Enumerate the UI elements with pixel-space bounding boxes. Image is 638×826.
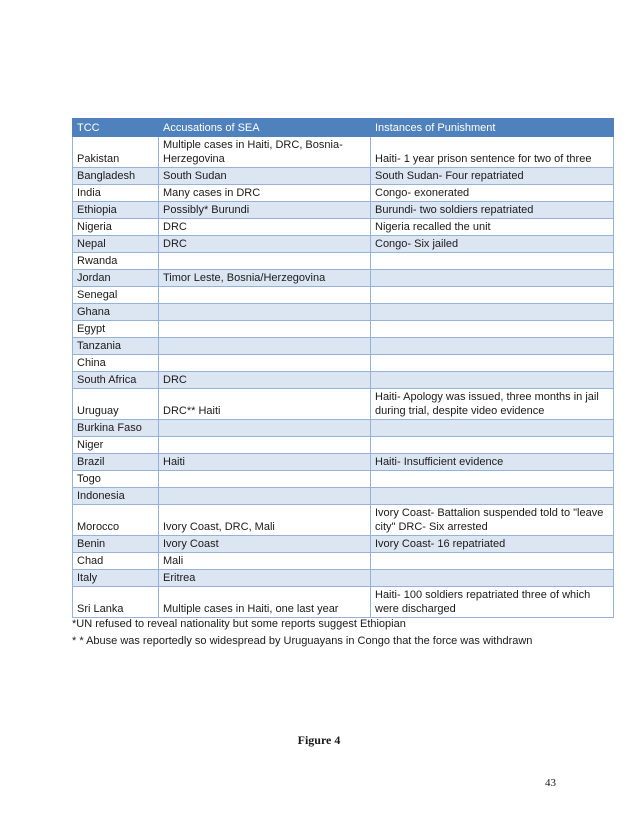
- cell-punishment: Haiti- 1 year prison sentence for two of three: [371, 137, 614, 168]
- cell-accusations: DRC: [159, 372, 371, 389]
- table-row: [73, 437, 614, 454]
- cell-tcc: Egypt: [73, 321, 159, 338]
- table-row: [73, 168, 614, 185]
- cell-punishment: [371, 372, 614, 389]
- cell-tcc: Uruguay: [73, 389, 159, 420]
- cell-accusations: Possibly* Burundi: [159, 202, 371, 219]
- table-row: [73, 137, 614, 168]
- cell-accusations: Multiple cases in Haiti, DRC, Bosnia-Herzegovina: [159, 137, 371, 168]
- cell-tcc: Benin: [73, 536, 159, 553]
- table-row: [73, 321, 614, 338]
- cell-accusations: Timor Leste, Bosnia/Herzegovina: [159, 270, 371, 287]
- cell-accusations: South Sudan: [159, 168, 371, 185]
- cell-punishment: Burundi- two soldiers repatriated: [371, 202, 614, 219]
- footnote-ethiopia: *UN refused to reveal nationality but some reports suggest Ethiopian: [72, 618, 406, 630]
- sea-punishment-table: [72, 118, 614, 618]
- table-row: [73, 420, 614, 437]
- cell-accusations: [159, 321, 371, 338]
- table-row: [73, 287, 614, 304]
- cell-tcc: Niger: [73, 437, 159, 454]
- table-row: [73, 505, 614, 536]
- cell-accusations: Many cases in DRC: [159, 185, 371, 202]
- cell-punishment: [371, 488, 614, 505]
- cell-tcc: Togo: [73, 471, 159, 488]
- footnote-uruguay: * * Abuse was reportedly so widespread by Uruguayans in Congo that the force was withdrawn: [72, 635, 533, 647]
- header-tcc: TCC: [73, 119, 159, 137]
- cell-tcc: Morocco: [73, 505, 159, 536]
- cell-tcc: Ghana: [73, 304, 159, 321]
- table-row: [73, 570, 614, 587]
- cell-tcc: Senegal: [73, 287, 159, 304]
- cell-punishment: [371, 570, 614, 587]
- table-row: [73, 202, 614, 219]
- cell-tcc: South Africa: [73, 372, 159, 389]
- table-row: [73, 304, 614, 321]
- cell-punishment: [371, 437, 614, 454]
- cell-accusations: Eritrea: [159, 570, 371, 587]
- cell-tcc: Nigeria: [73, 219, 159, 236]
- cell-accusations: Multiple cases in Haiti, one last year: [159, 587, 371, 618]
- cell-punishment: [371, 553, 614, 570]
- cell-tcc: Pakistan: [73, 137, 159, 168]
- cell-punishment: Congo- Six jailed: [371, 236, 614, 253]
- cell-accusations: [159, 253, 371, 270]
- cell-punishment: [371, 304, 614, 321]
- header-punishment: Instances of Punishment: [371, 119, 614, 137]
- table-body: [73, 137, 614, 618]
- cell-punishment: Ivory Coast- 16 repatriated: [371, 536, 614, 553]
- header-accusations: Accusations of SEA: [159, 119, 371, 137]
- cell-punishment: [371, 321, 614, 338]
- figure-caption: Figure 4: [297, 733, 341, 747]
- table-row: [73, 338, 614, 355]
- cell-punishment: Nigeria recalled the unit: [371, 219, 614, 236]
- cell-tcc: Chad: [73, 553, 159, 570]
- table-row: [73, 253, 614, 270]
- cell-accusations: [159, 437, 371, 454]
- cell-accusations: [159, 287, 371, 304]
- header-row: [73, 119, 614, 137]
- cell-tcc: Italy: [73, 570, 159, 587]
- footnotes: [72, 616, 612, 650]
- cell-punishment: [371, 338, 614, 355]
- cell-punishment: [371, 355, 614, 372]
- table-row: [73, 454, 614, 471]
- table-row: [73, 587, 614, 618]
- cell-punishment: Haiti- 100 soldiers repatriated three of which were discharged: [371, 587, 614, 618]
- table-row: [73, 372, 614, 389]
- cell-punishment: [371, 287, 614, 304]
- cell-accusations: [159, 338, 371, 355]
- cell-accusations: Ivory Coast, DRC, Mali: [159, 505, 371, 536]
- cell-tcc: Indonesia: [73, 488, 159, 505]
- cell-accusations: Ivory Coast: [159, 536, 371, 553]
- cell-punishment: [371, 420, 614, 437]
- cell-tcc: China: [73, 355, 159, 372]
- cell-accusations: DRC** Haiti: [159, 389, 371, 420]
- cell-punishment: Ivory Coast- Battalion suspended told to "leave city" DRC- Six arrested: [371, 505, 614, 536]
- cell-punishment: Haiti- Insufficient evidence: [371, 454, 614, 471]
- cell-tcc: India: [73, 185, 159, 202]
- cell-tcc: Rwanda: [73, 253, 159, 270]
- cell-tcc: Jordan: [73, 270, 159, 287]
- table-row: [73, 219, 614, 236]
- cell-tcc: Tanzania: [73, 338, 159, 355]
- cell-punishment: Haiti- Apology was issued, three months in jail during trial, despite video evidence: [371, 389, 614, 420]
- page-number: 43: [545, 777, 556, 789]
- cell-punishment: [371, 270, 614, 287]
- cell-punishment: [371, 253, 614, 270]
- cell-accusations: [159, 355, 371, 372]
- table-row: [73, 488, 614, 505]
- table-row: [73, 236, 614, 253]
- cell-accusations: DRC: [159, 219, 371, 236]
- table-row: [73, 553, 614, 570]
- cell-accusations: [159, 488, 371, 505]
- cell-tcc: Brazil: [73, 454, 159, 471]
- table-row: [73, 471, 614, 488]
- cell-accusations: [159, 304, 371, 321]
- table-header: [73, 119, 614, 137]
- cell-punishment: South Sudan- Four repatriated: [371, 168, 614, 185]
- cell-tcc: Sri Lanka: [73, 587, 159, 618]
- table-row: [73, 270, 614, 287]
- cell-tcc: Nepal: [73, 236, 159, 253]
- cell-punishment: [371, 471, 614, 488]
- cell-tcc: Burkina Faso: [73, 420, 159, 437]
- cell-accusations: Mali: [159, 553, 371, 570]
- cell-accusations: Haiti: [159, 454, 371, 471]
- cell-tcc: Ethiopia: [73, 202, 159, 219]
- cell-punishment: Congo- exonerated: [371, 185, 614, 202]
- cell-accusations: [159, 420, 371, 437]
- table-row: [73, 355, 614, 372]
- cell-accusations: [159, 471, 371, 488]
- cell-tcc: Bangladesh: [73, 168, 159, 185]
- cell-accusations: DRC: [159, 236, 371, 253]
- table-row: [73, 389, 614, 420]
- table-row: [73, 536, 614, 553]
- table-row: [73, 185, 614, 202]
